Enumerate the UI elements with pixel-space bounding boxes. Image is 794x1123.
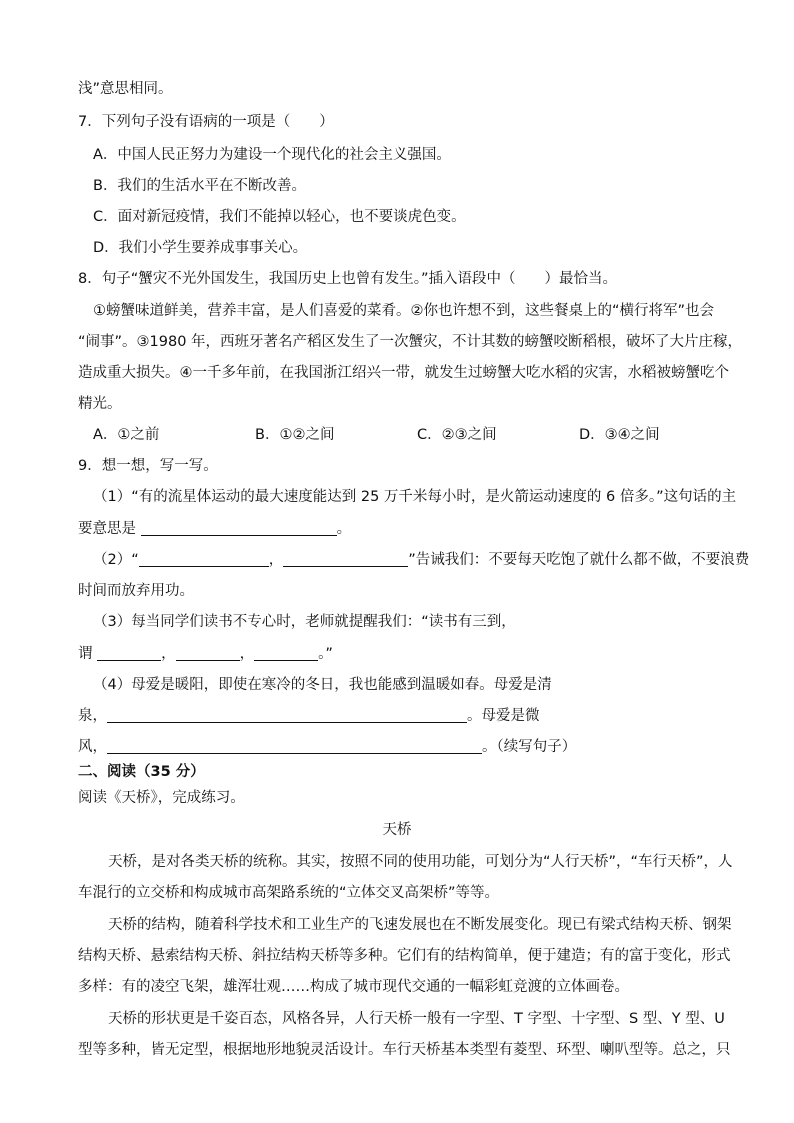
subquestion-9-1 (0, 482, 794, 512)
option-8c: C．②③之间 (417, 427, 497, 443)
article-paragraph (0, 972, 794, 1002)
text: 浅”意思相同。 (78, 81, 173, 97)
answer-blank[interactable] (107, 735, 482, 754)
question-9 (0, 451, 794, 481)
text: 天桥，是对各类天桥的统称。其实，按照不同的使用功能，可划分为“人行天桥”，“车行天桥”，人 (108, 854, 733, 870)
text: 阅读《天桥》，完成练习。 (78, 790, 245, 806)
option-text: A．中国人民正努力为建设一个现代化的社会主义强国。 (93, 147, 451, 163)
answer-blank[interactable] (97, 642, 161, 661)
heading-text: 二、阅读（35 分） (78, 764, 205, 780)
text: 。母爱是微 (467, 708, 540, 724)
question-text: 7．下列句子没有语病的一项是（ ） (78, 114, 334, 130)
subquestion-9-4 (0, 670, 794, 700)
answer-blank[interactable] (254, 642, 318, 661)
text: 。（续写句子） (482, 739, 577, 755)
option-text: B．我们的生活水平在不断改善。 (93, 178, 306, 194)
option-8d: D．③④之间 (579, 427, 660, 443)
question-8 (0, 264, 794, 294)
option-8a: A．①之前 (93, 427, 160, 443)
text: （4）母爱是暖阳，即使在寒冷的冬日，我也能感到温暖如春。母爱是清 (93, 677, 552, 693)
text: 精光。 (78, 396, 122, 412)
question-text: 8．句子“蟹灾不光外国发生，我国历史上也曾有发生。”插入语段中（ ）最恰当。 (78, 271, 617, 287)
options-row-8 (0, 420, 794, 450)
article-paragraph (0, 1035, 794, 1065)
text: 天桥的结构，随着科学技术和工业生产的飞速发展也在不断发展变化。现已有梁式结构天桥、钢架 (108, 917, 732, 933)
text: 时间而放弃用功。 (78, 583, 194, 599)
article-paragraph (0, 910, 794, 940)
reading-instruction (0, 783, 794, 813)
text: 多样：有的凌空飞架，雄浑壮观……构成了城市现代交通的一幅彩虹竞渡的立体画卷。 (78, 979, 629, 995)
subquestion-9-2 (0, 545, 794, 575)
option-text: D．我们小学生要养成事事关心。 (93, 240, 308, 256)
option-7b (0, 171, 794, 201)
text: 泉， (78, 708, 107, 724)
text: ， (239, 646, 255, 662)
text: 型等多种，皆无定型，根据地形地貌灵活设计。车行天桥基本类型有菱型、环型、喇叭型等。总之，只 (78, 1042, 731, 1058)
text: 车混行的立交桥和构成城市高架路系统的“立体交叉高架桥”等等。 (78, 885, 500, 901)
text: （2）“ (93, 552, 139, 568)
option-7c (0, 202, 794, 232)
article-paragraph (0, 878, 794, 908)
subquestion-9-3 (0, 607, 794, 637)
answer-blank[interactable] (141, 517, 337, 536)
article-paragraph (0, 941, 794, 971)
title-text: 天桥 (382, 822, 412, 838)
answer-blank[interactable] (176, 642, 240, 661)
option-7a (0, 140, 794, 170)
text: ， (268, 552, 284, 568)
text-line (0, 74, 794, 104)
text: ①螃蟹味道鲜美，营养丰富，是人们喜爱的菜肴。②你也许想不到，这些餐桌上的“横行将军”也会 (93, 303, 715, 319)
text: 。” (318, 646, 333, 662)
text: 要意思是 (78, 521, 136, 537)
question-text: 9．想一想，写一写。 (78, 458, 218, 474)
passage-line (0, 327, 794, 357)
option-8b: B．①②之间 (255, 427, 335, 443)
subquestion-9-1-answer (0, 514, 794, 544)
answer-blank[interactable] (283, 548, 408, 567)
passage-line (0, 296, 794, 326)
passage-line (0, 389, 794, 419)
text-line (0, 576, 794, 606)
answer-blank[interactable] (139, 548, 269, 567)
article-paragraph (0, 1004, 794, 1034)
option-text: C．面对新冠疫情，我们不能掉以轻心，也不要谈虎色变。 (93, 209, 466, 225)
text: 天桥的形状更是千姿百态，风格各异，人行天桥一般有一字型、T 字型、十字型、S 型、Y 型、U (108, 1011, 725, 1027)
text: ， (161, 646, 176, 662)
text: 造成重大损失。④一千多年前，在我国浙江绍兴一带，就发生过螃蟹大吃水稻的灾害，水稻被螃蟹吃个 (78, 365, 729, 381)
passage-line (0, 358, 794, 388)
question-7 (0, 107, 794, 137)
article-title (0, 815, 794, 845)
subquestion-9-3-answer (0, 639, 794, 669)
article-paragraph (0, 847, 794, 877)
subquestion-9-4-answer-1 (0, 701, 794, 731)
answer-blank[interactable] (107, 704, 467, 723)
text: 结构天桥、悬索结构天桥、斜拉结构天桥等多种。它们有的结构简单，便于建造；有的富于变化，形式 (78, 948, 731, 964)
text: 风， (78, 739, 107, 755)
text: ”告诫我们：不要每天吃饱了就什么都不做，不要浪费 (408, 552, 750, 568)
text: 。 (336, 521, 352, 537)
text: （1）“有的流星体运动的最大速度能达到 25 万千米每小时，是火箭运动速度的 6 倍多。”这句话的主 (93, 489, 737, 505)
text: “闹事”。③1980 年，西班牙著名产稻区发生了一次蟹灾，不计其数的螃蟹咬断稻根，破坏了大片庄稼， (78, 334, 743, 350)
text: （3）每当同学们读书不专心时，老师就提醒我们：“读书有三到， (93, 614, 516, 630)
text: 谓 (78, 646, 93, 662)
option-7d (0, 233, 794, 263)
